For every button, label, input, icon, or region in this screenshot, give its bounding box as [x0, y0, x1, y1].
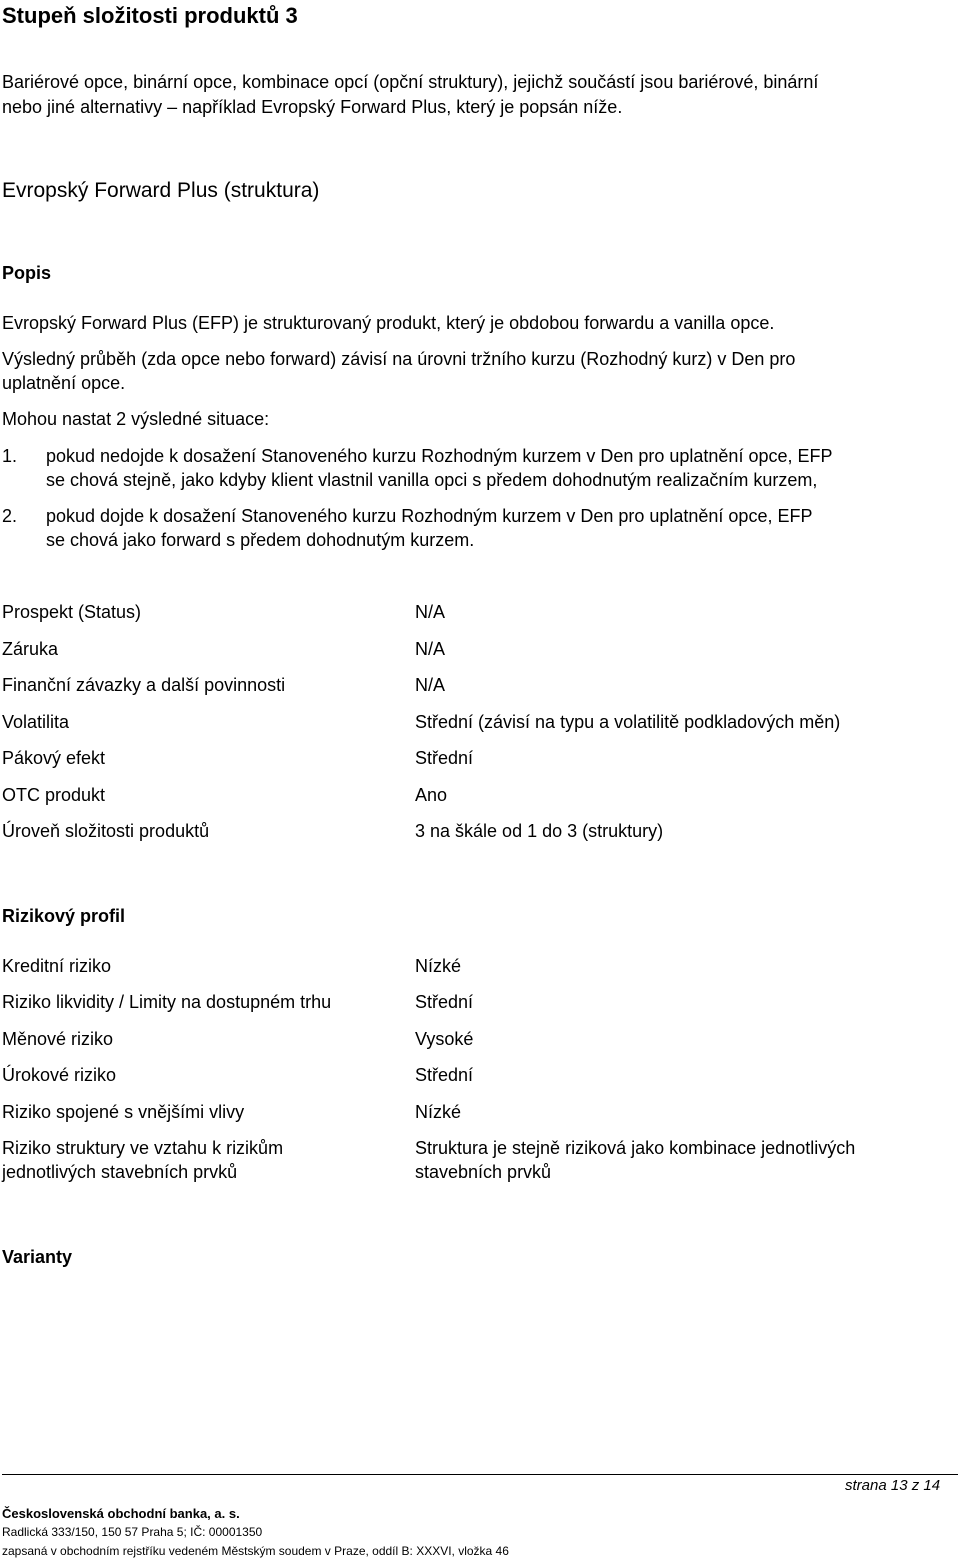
- property-label: Záruka: [2, 639, 59, 659]
- popis-paragraph-2-line-1: Výsledný průběh (zda opce nebo forward) závisí na úrovni tržního kurzu (Rozhodný kurz) v Den pro: [2, 349, 796, 369]
- risk-label: Úrokové riziko: [2, 1065, 117, 1085]
- property-label: Finanční závazky a další povinnosti: [2, 675, 286, 695]
- footer-address: Radlická 333/150, 150 57 Praha 5; IČ: 00001350: [2, 1525, 263, 1539]
- popis-paragraph-2-line-2: uplatnění opce.: [2, 373, 126, 393]
- popis-paragraph-3: Mohou nastat 2 výsledné situace:: [2, 409, 270, 429]
- property-label: Volatilita: [2, 712, 70, 732]
- footer-divider: [2, 1474, 958, 1475]
- list-item-line-1: pokud nedojde k dosažení Stanoveného kurzu Rozhodným kurzem v Den pro uplatnění opce, EFP: [46, 446, 833, 466]
- list-item-line-2: se chová stejně, jako kdyby klient vlastnil vanilla opci s předem dohodnutým realizačním kurzem,: [46, 470, 818, 490]
- property-label: OTC produkt: [2, 785, 106, 805]
- risk-value: Nízké: [415, 1102, 462, 1122]
- property-value: N/A: [415, 675, 446, 695]
- risk-label: Měnové riziko: [2, 1029, 114, 1049]
- page-title: Stupeň složitosti produktů 3: [2, 3, 298, 28]
- property-label: Pákový efekt: [2, 748, 106, 768]
- footer-bank-name: Československá obchodní banka, a. s.: [2, 1506, 240, 1521]
- footer-registry: zapsaná v obchodním rejstříku vedeném Městským soudem v Praze, oddíl B: XXXVI, vložka 46: [2, 1544, 509, 1558]
- structure-heading: Evropský Forward Plus (struktura): [2, 179, 320, 202]
- list-item-number: 1.: [2, 446, 18, 466]
- property-value: Střední (závisí na typu a volatilitě podkladových měn): [415, 712, 841, 732]
- list-item-number: 2.: [2, 506, 18, 526]
- risk-label-line-1: Riziko struktury ve vztahu k rizikům: [2, 1138, 284, 1158]
- intro-line-1: Bariérové opce, binární opce, kombinace opcí (opční struktury), jejichž součástí jsou bariérové, binární: [2, 72, 819, 92]
- risk-profile-heading: Rizikový profil: [2, 906, 126, 926]
- risk-value: Střední: [415, 992, 474, 1012]
- property-value: N/A: [415, 639, 446, 659]
- property-label: Prospekt (Status): [2, 602, 142, 622]
- property-label: Úroveň složitosti produktů: [2, 821, 210, 841]
- risk-value-line-1: Struktura je stejně riziková jako kombinace jednotlivých: [415, 1138, 856, 1158]
- risk-label-line-2: jednotlivých stavebních prvků: [2, 1162, 238, 1182]
- list-item-line-2: se chová jako forward s předem dohodnutým kurzem.: [46, 530, 475, 550]
- risk-label: Riziko spojené s vnějšími vlivy: [2, 1102, 245, 1122]
- property-value: N/A: [415, 602, 446, 622]
- risk-value: Střední: [415, 1065, 474, 1085]
- risk-value: Vysoké: [415, 1029, 474, 1049]
- list-item-line-1: pokud dojde k dosažení Stanoveného kurzu Rozhodným kurzem v Den pro uplatnění opce, EFP: [46, 506, 813, 526]
- popis-heading: Popis: [2, 263, 52, 283]
- property-value: Ano: [415, 785, 448, 805]
- risk-value-line-2: stavebních prvků: [415, 1162, 552, 1182]
- intro-line-2: nebo jiné alternativy – například Evropský Forward Plus, který je popsán níže.: [2, 97, 623, 117]
- property-value: Střední: [415, 748, 474, 768]
- risk-label: Kreditní riziko: [2, 956, 112, 976]
- variants-heading: Varianty: [2, 1247, 73, 1267]
- property-value: 3 na škále od 1 do 3 (struktury): [415, 821, 664, 841]
- risk-value: Nízké: [415, 956, 462, 976]
- popis-paragraph-1: Evropský Forward Plus (EFP) je strukturovaný produkt, který je obdobou forwardu a vanilla opce.: [2, 313, 775, 333]
- risk-label: Riziko likvidity / Limity na dostupném trhu: [2, 992, 332, 1012]
- page-number: strana 13 z 14: [845, 1477, 941, 1494]
